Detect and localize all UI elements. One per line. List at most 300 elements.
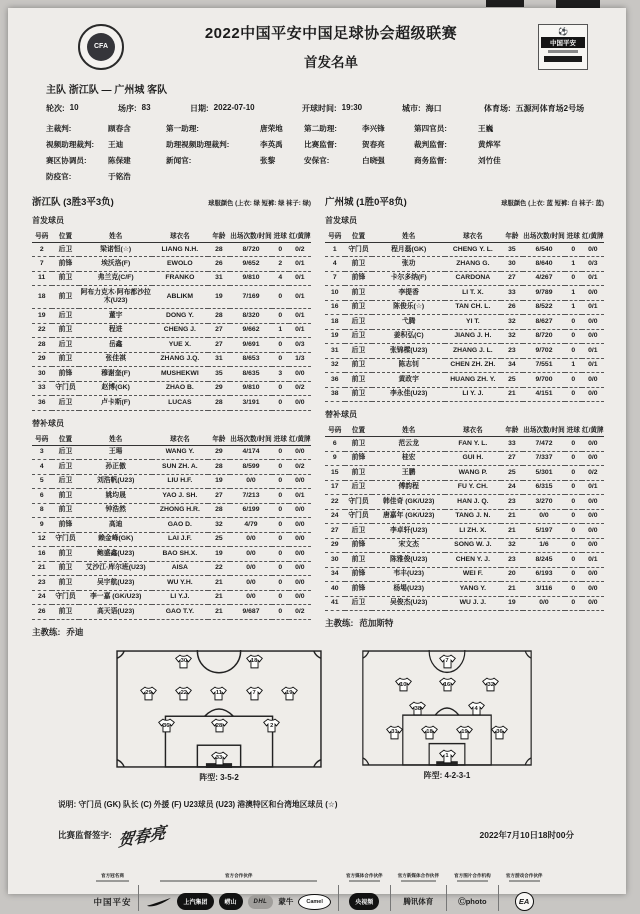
player-row (325, 553, 604, 567)
player-pos: 前锋 (52, 367, 80, 381)
player-goals: 0 (565, 509, 582, 523)
player-no: 23 (32, 576, 52, 590)
player-apps: 8/245 (523, 553, 565, 567)
column-header: 球衣名 (445, 228, 501, 243)
player-no: 4 (325, 257, 345, 271)
player-pos: 前卫 (52, 605, 80, 619)
formation-row (368, 677, 526, 692)
player-age: 35 (208, 367, 230, 381)
player-row (325, 495, 604, 509)
player-name: 吴宇航(U23) (79, 576, 152, 590)
player-goals: 2 (272, 257, 289, 271)
player-jersey: YAO J. SH. (152, 489, 208, 503)
official-label: 视频助理裁判: (46, 140, 95, 149)
player-name: 李提香 (372, 286, 445, 300)
player-apps: 8/635 (230, 367, 272, 381)
player-age: 29 (208, 445, 230, 459)
player-age: 32 (501, 315, 523, 329)
formation-caption: 阵型: 4-2-3-1 (423, 770, 471, 780)
match-meta-item (302, 103, 402, 114)
player-jersey: WANG P. (445, 466, 501, 480)
player-no: 26 (32, 605, 52, 619)
player-goals: 0 (272, 503, 289, 517)
pingan-badge (538, 24, 588, 70)
official-label: 安保官: (304, 156, 330, 165)
player-row (32, 532, 311, 546)
player-apps: 9/691 (230, 338, 272, 352)
player-cards: 0/0 (582, 538, 604, 552)
jersey-number: 18 (426, 729, 433, 736)
player-cards: 0/0 (582, 567, 604, 581)
meta-label: 场序: (118, 104, 137, 113)
player-row (325, 387, 604, 401)
meta-value: 海口 (425, 104, 442, 113)
player-jersey: YI T. (445, 315, 501, 329)
player-no: 33 (32, 381, 52, 395)
player-no: 15 (325, 466, 345, 480)
sponsor-group (398, 873, 439, 914)
player-goals: 0 (565, 480, 582, 494)
player-row (32, 367, 311, 381)
pingan-logo-icon: ⚽ (558, 26, 568, 36)
player-name: 宋文杰 (372, 538, 445, 552)
pingan-badge-subtext-bar (548, 50, 579, 53)
jersey-number: 22 (180, 690, 188, 697)
player-apps: 6/193 (523, 567, 565, 581)
player-pos: 前卫 (52, 286, 80, 309)
player-name: 韦丰(U23) (372, 567, 445, 581)
player-cards: 0/0 (289, 396, 311, 410)
supervisor-signature: 贺春亮 (117, 822, 167, 851)
player-age: 19 (208, 547, 230, 561)
table-header-row (325, 422, 604, 437)
player-jersey: EWOLO (152, 257, 208, 271)
player-goals: 0 (272, 381, 289, 395)
player-goals: 0 (565, 466, 582, 480)
player-row (325, 344, 604, 358)
player-no: 9 (325, 451, 345, 465)
player-name: 姚均晟 (79, 489, 152, 503)
player-apps: 6/199 (230, 503, 272, 517)
formation-row (122, 686, 316, 701)
official-name: 顾春含 (108, 124, 131, 133)
player-row (32, 323, 311, 337)
player-jersey: GUI H. (445, 451, 501, 465)
competition-title: 2022中国平安中国足球协会超级联赛 (204, 25, 458, 42)
player-apps: 0/0 (523, 596, 565, 610)
column-header: 出场次数/时间 (230, 228, 272, 243)
team-name: 广州城 (1胜0平8负) (325, 197, 407, 208)
player-apps: 8/653 (230, 352, 272, 366)
jersey-number: 36 (496, 729, 503, 736)
player-age: 28 (208, 243, 230, 257)
player-name: 李卓轩(U23) (372, 524, 445, 538)
table-header-row (32, 431, 311, 446)
player-cards: 0/1 (289, 286, 311, 309)
player-row (325, 286, 604, 300)
sponsor-logos (515, 890, 534, 914)
player-apps: 9/652 (230, 257, 272, 271)
player-cards: 0/2 (289, 605, 311, 619)
player-apps: 5/197 (523, 524, 565, 538)
player-no: 22 (32, 323, 52, 337)
starters-section-label: 首发球员 (32, 216, 64, 225)
sponsor-group-sublabel-bar (401, 880, 436, 882)
player-goals: 0 (565, 495, 582, 509)
player-pos: 前卫 (52, 547, 80, 561)
match-meta-item (402, 103, 484, 114)
player-goals: 1 (565, 286, 582, 300)
sponsor-footer (32, 873, 604, 914)
player-no: 16 (325, 300, 345, 314)
jersey-number: 36 (163, 722, 170, 729)
player-age: 28 (208, 503, 230, 517)
player-no: 36 (32, 396, 52, 410)
player-name: 卡尔多纳(F) (372, 271, 445, 285)
player-cards: 0/0 (582, 373, 604, 387)
player-apps: 8/720 (523, 329, 565, 343)
player-age: 28 (208, 309, 230, 323)
player-no: 30 (325, 553, 345, 567)
player-goals: 0 (272, 460, 289, 474)
player-goals: 0 (565, 553, 582, 567)
player-row (325, 524, 604, 538)
player-name: 桂宏 (372, 451, 445, 465)
player-apps: 8/640 (523, 257, 565, 271)
sponsor-group (346, 873, 383, 914)
player-cards: 0/0 (289, 532, 311, 546)
player-age: 26 (501, 300, 523, 314)
player-pos: 前卫 (52, 503, 80, 517)
jersey-number: 7 (252, 690, 256, 697)
official-label: 主裁判: (46, 124, 72, 133)
coach-line (325, 617, 604, 629)
player-jersey-icon (439, 677, 456, 692)
player-jersey: LUCAS (152, 396, 208, 410)
player-jersey-icon (263, 718, 280, 733)
player-apps: 6/315 (523, 480, 565, 494)
player-jersey: LI ZH. X. (445, 524, 501, 538)
player-no: 34 (325, 567, 345, 581)
player-goals: 0 (272, 532, 289, 546)
player-name: 张锦樑(U23) (372, 344, 445, 358)
player-goals: 0 (565, 315, 582, 329)
player-jersey-icon (409, 701, 426, 716)
player-name: 艾沙江·库尔班(U23) (79, 561, 152, 575)
formation-row (122, 751, 316, 766)
player-age: 28 (208, 460, 230, 474)
player-no: 9 (32, 518, 52, 532)
official-name: 白晓强 (362, 156, 385, 165)
player-name: 张功 (372, 257, 445, 271)
player-jersey-icon (439, 654, 456, 669)
formation-row (368, 654, 526, 669)
player-jersey: HAN J. Q. (445, 495, 501, 509)
player-jersey: SUN ZH. A. (152, 460, 208, 474)
player-goals: 0 (565, 387, 582, 401)
meta-value: 83 (141, 103, 151, 112)
meta-label: 日期: (190, 104, 209, 113)
match-sheet-page (8, 8, 626, 907)
player-apps: 0/0 (230, 532, 272, 546)
player-name: 韩佳奇 (GK/U23) (372, 495, 445, 509)
player-apps: 7/337 (523, 451, 565, 465)
player-apps: 4/267 (523, 271, 565, 285)
nike-logo-icon (146, 897, 172, 907)
player-jersey: LI Y. J. (445, 387, 501, 401)
jersey-number: 33 (215, 755, 223, 762)
player-pos: 前卫 (52, 352, 80, 366)
player-apps: 4/79 (230, 518, 272, 532)
player-row (32, 381, 311, 395)
player-jersey: WU J. J. (445, 596, 501, 610)
player-cards: 0/0 (582, 509, 604, 523)
player-row (325, 358, 604, 372)
column-header: 进球 (565, 422, 582, 437)
official-name: 刘竹佳 (478, 156, 501, 165)
player-age: 25 (501, 373, 523, 387)
player-row (32, 489, 311, 503)
player-age: 23 (501, 495, 523, 509)
player-name: 陈俊乐(☆) (372, 300, 445, 314)
player-apps: 5/301 (523, 466, 565, 480)
player-goals: 0 (272, 243, 289, 257)
sponsor-group (146, 873, 330, 914)
player-row (32, 271, 311, 285)
player-name: 姜积弘(C) (372, 329, 445, 343)
player-jersey-icon (246, 654, 263, 669)
player-apps: 0/0 (230, 561, 272, 575)
starters-section-label: 首发球员 (325, 216, 357, 225)
player-goals: 0 (272, 286, 289, 309)
player-row (325, 329, 604, 343)
player-goals: 1 (565, 358, 582, 372)
player-cards: 0/1 (289, 271, 311, 285)
player-goals: 0 (565, 567, 582, 581)
player-age: 26 (208, 257, 230, 271)
player-jersey: JIANG J. H. (445, 329, 501, 343)
player-name: 梁诺恒(☆) (79, 243, 152, 257)
player-apps: 7/551 (523, 358, 565, 372)
player-name: 董宇 (79, 309, 152, 323)
sponsor-logos (146, 890, 330, 914)
player-pos: 前卫 (345, 300, 373, 314)
player-apps: 9/687 (230, 605, 272, 619)
player-name: 范云龙 (372, 437, 445, 451)
player-name: 程月磊(GK) (372, 243, 445, 257)
player-cards: 0/0 (582, 596, 604, 610)
player-name: 弋腾 (372, 315, 445, 329)
player-cards: 1/3 (289, 352, 311, 366)
player-apps: 7/213 (230, 489, 272, 503)
player-pos: 后卫 (52, 445, 80, 459)
player-row (32, 243, 311, 257)
player-row (32, 257, 311, 271)
player-no: 24 (325, 509, 345, 523)
player-cards: 0/1 (582, 271, 604, 285)
player-jersey: LI Y.J. (152, 590, 208, 604)
sponsor-group-sublabel-bar (160, 880, 317, 882)
player-pos: 前锋 (345, 567, 373, 581)
player-age: 21 (501, 509, 523, 523)
player-jersey: ZHAO B. (152, 381, 208, 395)
player-jersey: TANG J. N. (445, 509, 501, 523)
player-age: 19 (208, 286, 230, 309)
column-header: 位置 (345, 228, 373, 243)
player-cards: 0/0 (289, 576, 311, 590)
jersey-number: 18 (250, 658, 258, 665)
player-age: 21 (501, 582, 523, 596)
player-pos: 后卫 (52, 396, 80, 410)
column-header: 年龄 (208, 228, 230, 243)
player-row (325, 373, 604, 387)
player-goals: 0 (565, 329, 582, 343)
meta-value: 10 (69, 103, 79, 112)
player-no: 19 (32, 309, 52, 323)
column-header: 红/黄牌 (582, 422, 604, 437)
team-panel-away (325, 194, 604, 638)
official-label: 比赛监督: (304, 140, 337, 149)
player-cards: 0/0 (582, 329, 604, 343)
player-apps: 4/151 (523, 387, 565, 401)
player-name: 程进 (79, 323, 152, 337)
pingan-badge-text: 中国平安 (541, 37, 585, 48)
official-name: 张黎 (260, 156, 276, 165)
player-jersey: GAO T.Y. (152, 605, 208, 619)
player-pos: 前锋 (345, 271, 373, 285)
player-name: 王瑒 (79, 445, 152, 459)
player-jersey-icon (281, 686, 298, 701)
player-row (32, 547, 311, 561)
jersey-number: 16 (443, 681, 451, 688)
team-kit-colors: 球服颜色 (上衣: 蓝 短裤: 白 袜子: 蓝) (501, 200, 604, 207)
player-jersey: CHEN Y. J. (445, 553, 501, 567)
player-age: 33 (501, 437, 523, 451)
sponsor-group-label: 官方新媒体合作伙伴 (397, 872, 439, 878)
player-jersey: ZHONG H.R. (152, 503, 208, 517)
player-jersey: ZHANG J. L. (445, 344, 501, 358)
official-name: 王迪 (108, 140, 124, 149)
official-label: 新闻官: (166, 156, 192, 165)
column-header: 球衣名 (445, 422, 501, 437)
player-name: 鲍盛鑫(U23) (79, 547, 152, 561)
team-rosters (32, 194, 604, 638)
player-apps: 9/789 (523, 286, 565, 300)
player-jersey-icon (246, 686, 263, 701)
player-apps: 3/270 (523, 495, 565, 509)
scan-artifact (556, 0, 600, 8)
column-header: 球衣名 (152, 228, 208, 243)
player-age: 21 (208, 576, 230, 590)
sponsor-group-sublabel-bar (96, 880, 128, 882)
player-age: 27 (501, 451, 523, 465)
player-goals: 0 (565, 271, 582, 285)
match-meta-row (46, 103, 604, 114)
player-apps: 1/6 (523, 538, 565, 552)
player-no: 28 (32, 338, 52, 352)
player-goals: 4 (272, 271, 289, 285)
column-header: 姓名 (372, 228, 445, 243)
player-row (32, 352, 311, 366)
player-row (32, 474, 311, 488)
player-jersey: LIANG N.H. (152, 243, 208, 257)
table-header-row (325, 228, 604, 243)
player-row (32, 576, 311, 590)
player-jersey: WANG Y. (152, 445, 208, 459)
player-no: 36 (325, 373, 345, 387)
player-no: 29 (32, 352, 52, 366)
player-age: 32 (501, 329, 523, 343)
player-no: 3 (32, 445, 52, 459)
player-cards: 0/0 (289, 590, 311, 604)
sponsor-logos (403, 890, 433, 914)
team-header (32, 194, 311, 208)
player-pos: 前锋 (345, 582, 373, 596)
player-row (32, 460, 311, 474)
sponsor-group (506, 873, 543, 914)
player-pos: 后卫 (345, 329, 373, 343)
player-jersey: YUE X. (152, 338, 208, 352)
player-cards: 0/0 (582, 524, 604, 538)
player-pos: 后卫 (52, 460, 80, 474)
player-name: 卢卡斯(F) (79, 396, 152, 410)
player-jersey-icon (456, 725, 473, 740)
sponsor-logo: 腾讯体育 (403, 897, 434, 907)
player-apps: 9/810 (230, 381, 272, 395)
player-goals: 0 (565, 344, 582, 358)
meta-value: 2022-07-10 (213, 103, 255, 112)
player-name: 李一嘉 (GK/U23) (79, 590, 152, 604)
player-jersey-icon (439, 749, 456, 764)
player-goals: 0 (272, 518, 289, 532)
column-header: 年龄 (208, 431, 230, 446)
player-pos: 前卫 (345, 553, 373, 567)
player-no: 27 (325, 524, 345, 538)
sponsor-group-sublabel-bar (509, 880, 540, 882)
player-cards: 0/0 (289, 547, 311, 561)
player-pos: 前锋 (345, 451, 373, 465)
player-jersey-icon (468, 701, 485, 716)
player-age: 21 (501, 387, 523, 401)
ea-logo-icon: EA (515, 892, 534, 911)
player-no: 18 (32, 286, 52, 309)
sponsor-logos (349, 890, 379, 914)
sponsor-group (454, 873, 491, 914)
sponsor-logo: 蒙牛 (278, 897, 294, 907)
sheet-title: 首发名单 (304, 55, 358, 70)
jersey-number: 28 (215, 722, 223, 729)
player-pos: 守门员 (345, 243, 373, 257)
player-apps: 6/540 (523, 243, 565, 257)
coach-label: 主教练: (32, 626, 61, 637)
subs-section-label: 替补球员 (325, 410, 357, 420)
sponsor-group-label: 官方图片合作机构 (454, 872, 491, 878)
player-apps: 8/320 (230, 309, 272, 323)
pitch-diagram (116, 650, 322, 768)
player-row (325, 315, 604, 329)
player-cards: 0/0 (289, 561, 311, 575)
player-pos: 后卫 (345, 315, 373, 329)
player-goals: 0 (565, 243, 582, 257)
sponsor-logos (458, 890, 486, 914)
pingan-logo-text: 中国平安 (93, 896, 132, 907)
player-name: 杨埸(U23) (372, 582, 445, 596)
sponsor-group-label: 官方游戏合作伙伴 (505, 872, 543, 878)
player-jersey-icon (386, 725, 403, 740)
player-goals: 0 (272, 590, 289, 604)
officials-grid (46, 123, 604, 182)
official-name: 黄烨军 (478, 140, 501, 149)
